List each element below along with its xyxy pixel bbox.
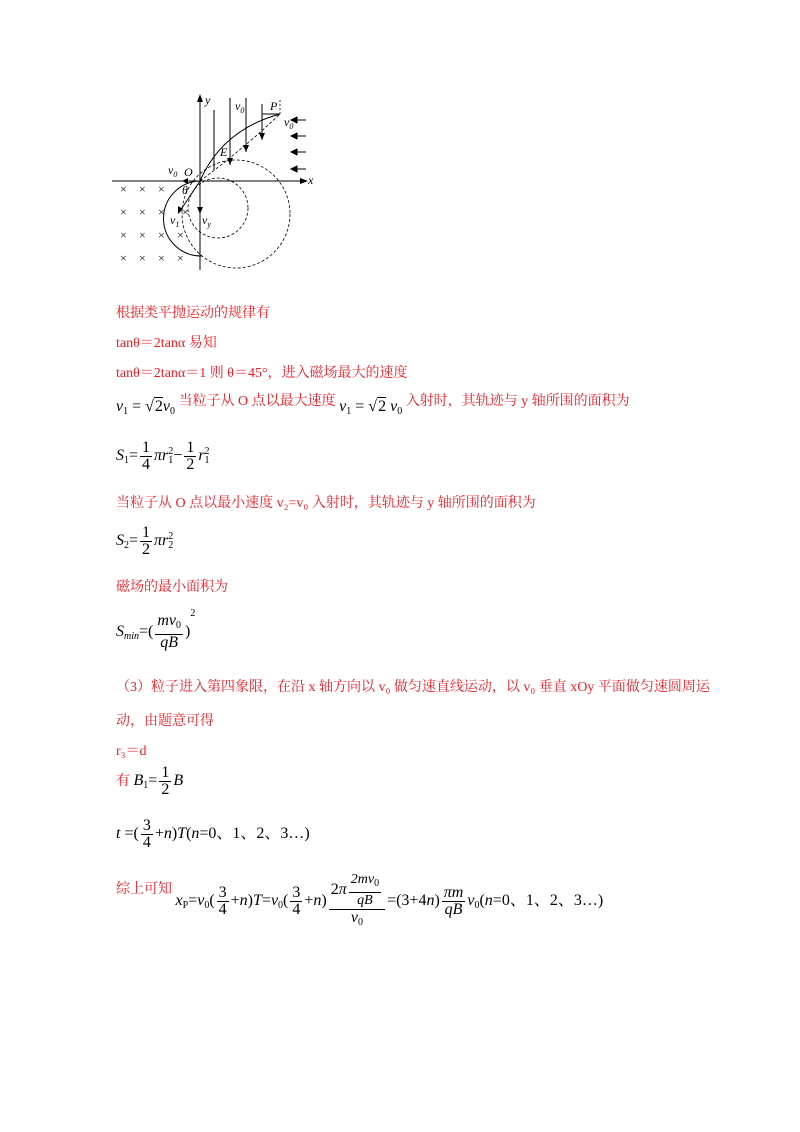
trajectory-solid: [200, 114, 280, 181]
origin-label: O: [184, 165, 193, 179]
svg-text:×: ×: [158, 251, 165, 265]
text-line-1: 根据类平抛运动的规律有: [116, 306, 270, 321]
v1-label: $v_1$: [170, 213, 180, 229]
trajectory-dashed: [200, 114, 280, 181]
x-axis-arrow: [300, 178, 308, 184]
v1-text-a: 当粒子从 O 点以最大速度: [178, 394, 336, 409]
theta-label: θ: [182, 183, 188, 197]
S1-formula: $S_1=$ $\frac{1}{4}$ $\pi r_1^2-$ $\frac{1}{2}$ $r_1^2$: [116, 439, 210, 473]
v1-formula: $v_1 = √2v_0$: [116, 398, 176, 417]
v1-line: [116, 390, 630, 417]
t-formula: t =( $\frac{3}{4}$ +n)T(n=0、1、2、3…): [116, 817, 310, 851]
dashed-circle-large: [182, 160, 290, 268]
x-axis-label: x: [308, 173, 314, 187]
B1-formula: $B_1=$ $\frac{1}{2}$ B: [133, 764, 184, 798]
B1-line: [116, 765, 183, 798]
v1-formula-inline: $v_1 = √2$ $v_0$: [339, 398, 403, 417]
svg-text:×: ×: [139, 205, 146, 219]
text-line-10b: 动，由题意可得: [116, 714, 214, 729]
svg-text:×: ×: [139, 228, 146, 242]
y-axis-arrow: [197, 94, 203, 102]
vy-label: $v_y$: [202, 213, 211, 229]
P-label: P: [270, 99, 278, 113]
text-line-10a: （3）粒子进入第四象限，在沿 x 轴方向以 v₀ 做匀速直线运动，以 v₀ 垂直 xOy 平面做匀速圆周运: [116, 680, 710, 695]
svg-text:×: ×: [139, 251, 146, 265]
svg-text:×: ×: [177, 251, 184, 265]
text-line-2: tanθ＝2tanα 易知: [116, 336, 217, 351]
svg-text:×: ×: [158, 228, 165, 242]
y-axis-label: y: [205, 93, 211, 107]
svg-text:×: ×: [120, 182, 127, 196]
xP-formula: $x_P=v_0$( $\frac{3}{4}$ $+n)T=v_0$( $\frac{3}{4}$ +n) 2π $\frac{2mv_0}{qB}$ $v_0$ =(3+4n) $\frac{\pi m}{qB}$ $v_0(n=0$、1、2、3…): [175, 872, 604, 928]
field-arrow: [259, 133, 265, 140]
dashed-circle-small: [188, 178, 248, 238]
text-line-8: 磁场的最小面积为: [116, 580, 228, 595]
svg-text:×: ×: [182, 205, 189, 219]
S2-formula: $S_2=$ $\frac{1}{2}$ $\pi r_2^2$: [116, 524, 174, 558]
v1-text-b: 入射时，其轨迹与 y 轴所围的面积为: [405, 394, 630, 409]
svg-text:×: ×: [139, 182, 146, 196]
svg-text:×: ×: [120, 228, 127, 242]
v0-label-P: $v_0$: [284, 115, 294, 131]
text-line-11: r₃＝d: [116, 744, 147, 759]
svg-text:×: ×: [158, 182, 165, 196]
B1-prefix: 有: [116, 774, 130, 790]
svg-text:×: ×: [158, 205, 165, 219]
v0-label-O: $v_0$: [168, 163, 178, 179]
xP-line: [116, 872, 603, 931]
Smin-formula: $S_{min}=$( $\frac{mv_0}{qB}$ )$^2$: [116, 608, 196, 652]
v0-label-top: $v_0$: [235, 99, 245, 115]
physics-diagram: [112, 90, 322, 275]
text-line-3: tanθ＝2tanα＝1 则 θ＝45°，进入磁场最大的速度: [116, 366, 408, 381]
text-line-6: 当粒子从 O 点以最小速度 v₂=v₀ 入射时，其轨迹与 y 轴所围的面积为: [116, 496, 536, 511]
svg-text:×: ×: [120, 205, 127, 219]
svg-text:×: ×: [177, 228, 184, 242]
xP-prefix: 综上可知: [116, 882, 172, 898]
svg-text:×: ×: [120, 251, 127, 265]
E-label: E: [220, 145, 228, 159]
